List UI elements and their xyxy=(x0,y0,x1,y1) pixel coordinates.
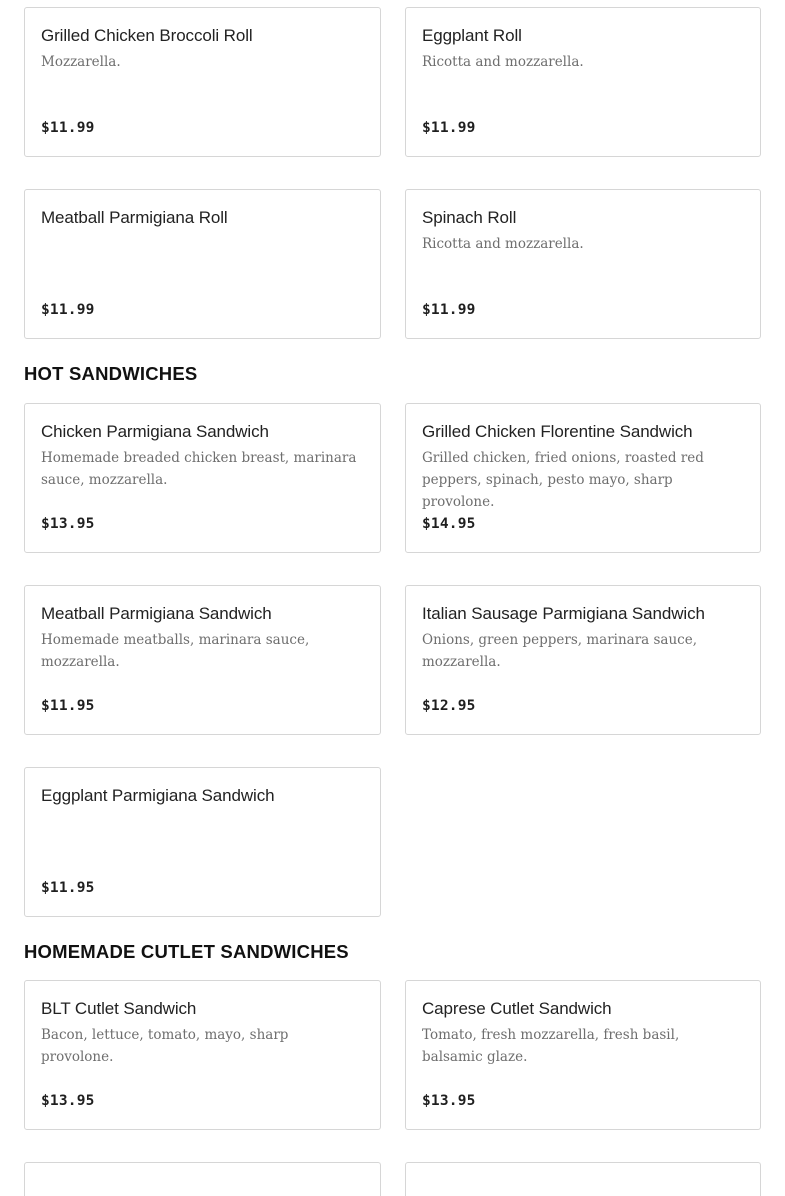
item-name: Eggplant Roll xyxy=(422,26,522,45)
item-price: $13.95 xyxy=(422,1093,476,1109)
menu-item-card[interactable] xyxy=(405,7,761,157)
hot-sandwiches-grid xyxy=(24,403,761,917)
section-title-hot-sandwiches: HOT SANDWICHES xyxy=(24,363,198,384)
item-name: Eggplant Parmigiana Sandwich xyxy=(41,786,275,805)
section-title-cutlet-sandwiches: HOMEMADE CUTLET SANDWICHES xyxy=(24,941,349,962)
item-name: BLT Cutlet Sandwich xyxy=(41,999,197,1018)
item-description: Bacon, lettuce, tomato, mayo, sharp provolone. xyxy=(41,1027,289,1065)
item-price: $13.95 xyxy=(41,1093,95,1109)
item-price: $14.95 xyxy=(422,516,476,532)
item-description: Mozzarella. xyxy=(41,54,121,70)
item-name: Chicken Parmigiana Sandwich xyxy=(41,422,269,441)
item-price: $11.99 xyxy=(422,302,476,318)
cutlet-sandwiches-grid xyxy=(24,980,761,1130)
menu-item-card[interactable] xyxy=(24,403,381,553)
item-description: Tomato, fresh mozzarella, fresh basil, balsamic glaze. xyxy=(422,1027,680,1065)
item-price: $12.95 xyxy=(422,698,476,714)
item-description: Homemade breaded chicken breast, marinara sauce, mozzarella. xyxy=(41,450,357,488)
item-name: Meatball Parmigiana Sandwich xyxy=(41,604,272,623)
item-price: $13.95 xyxy=(41,516,95,532)
item-name: Grilled Chicken Broccoli Roll xyxy=(41,26,253,45)
item-name: Italian Sausage Parmigiana Sandwich xyxy=(422,604,705,623)
item-description: Ricotta and mozzarella. xyxy=(422,54,584,70)
menu-item-card[interactable] xyxy=(24,980,381,1130)
item-description: Grilled chicken, fried onions, roasted red peppers, spinach, pesto mayo, sharp provolone. xyxy=(422,450,704,510)
item-name: Spinach Roll xyxy=(422,208,517,227)
item-description: Homemade meatballs, marinara sauce, mozzarella. xyxy=(41,632,310,670)
menu-item-card[interactable] xyxy=(24,585,381,735)
item-price: $11.99 xyxy=(422,120,476,136)
menu-item-card[interactable] xyxy=(405,585,761,735)
item-name: Grilled Chicken Florentine Sandwich xyxy=(422,422,693,441)
menu-item-card[interactable] xyxy=(405,189,761,339)
menu-item-card[interactable] xyxy=(24,189,381,339)
menu-item-card[interactable] xyxy=(24,7,381,157)
rolls-grid xyxy=(24,7,761,339)
item-price: $11.95 xyxy=(41,880,95,896)
item-description: Onions, green peppers, marinara sauce, mozzarella. xyxy=(422,632,698,670)
menu-item-card[interactable] xyxy=(405,980,761,1130)
menu-item-card[interactable] xyxy=(24,767,381,917)
item-price: $11.99 xyxy=(41,302,95,318)
menu-item-card-partial[interactable] xyxy=(24,1162,381,1196)
item-price: $11.95 xyxy=(41,698,95,714)
item-price: $11.99 xyxy=(41,120,95,136)
menu-item-card-partial[interactable] xyxy=(405,1162,761,1196)
menu-item-card[interactable] xyxy=(405,403,761,553)
item-name: Meatball Parmigiana Roll xyxy=(41,208,228,227)
menu-list xyxy=(24,7,761,1196)
item-description: Ricotta and mozzarella. xyxy=(422,236,584,252)
next-cards-partial xyxy=(24,1162,761,1196)
item-name: Caprese Cutlet Sandwich xyxy=(422,999,612,1018)
